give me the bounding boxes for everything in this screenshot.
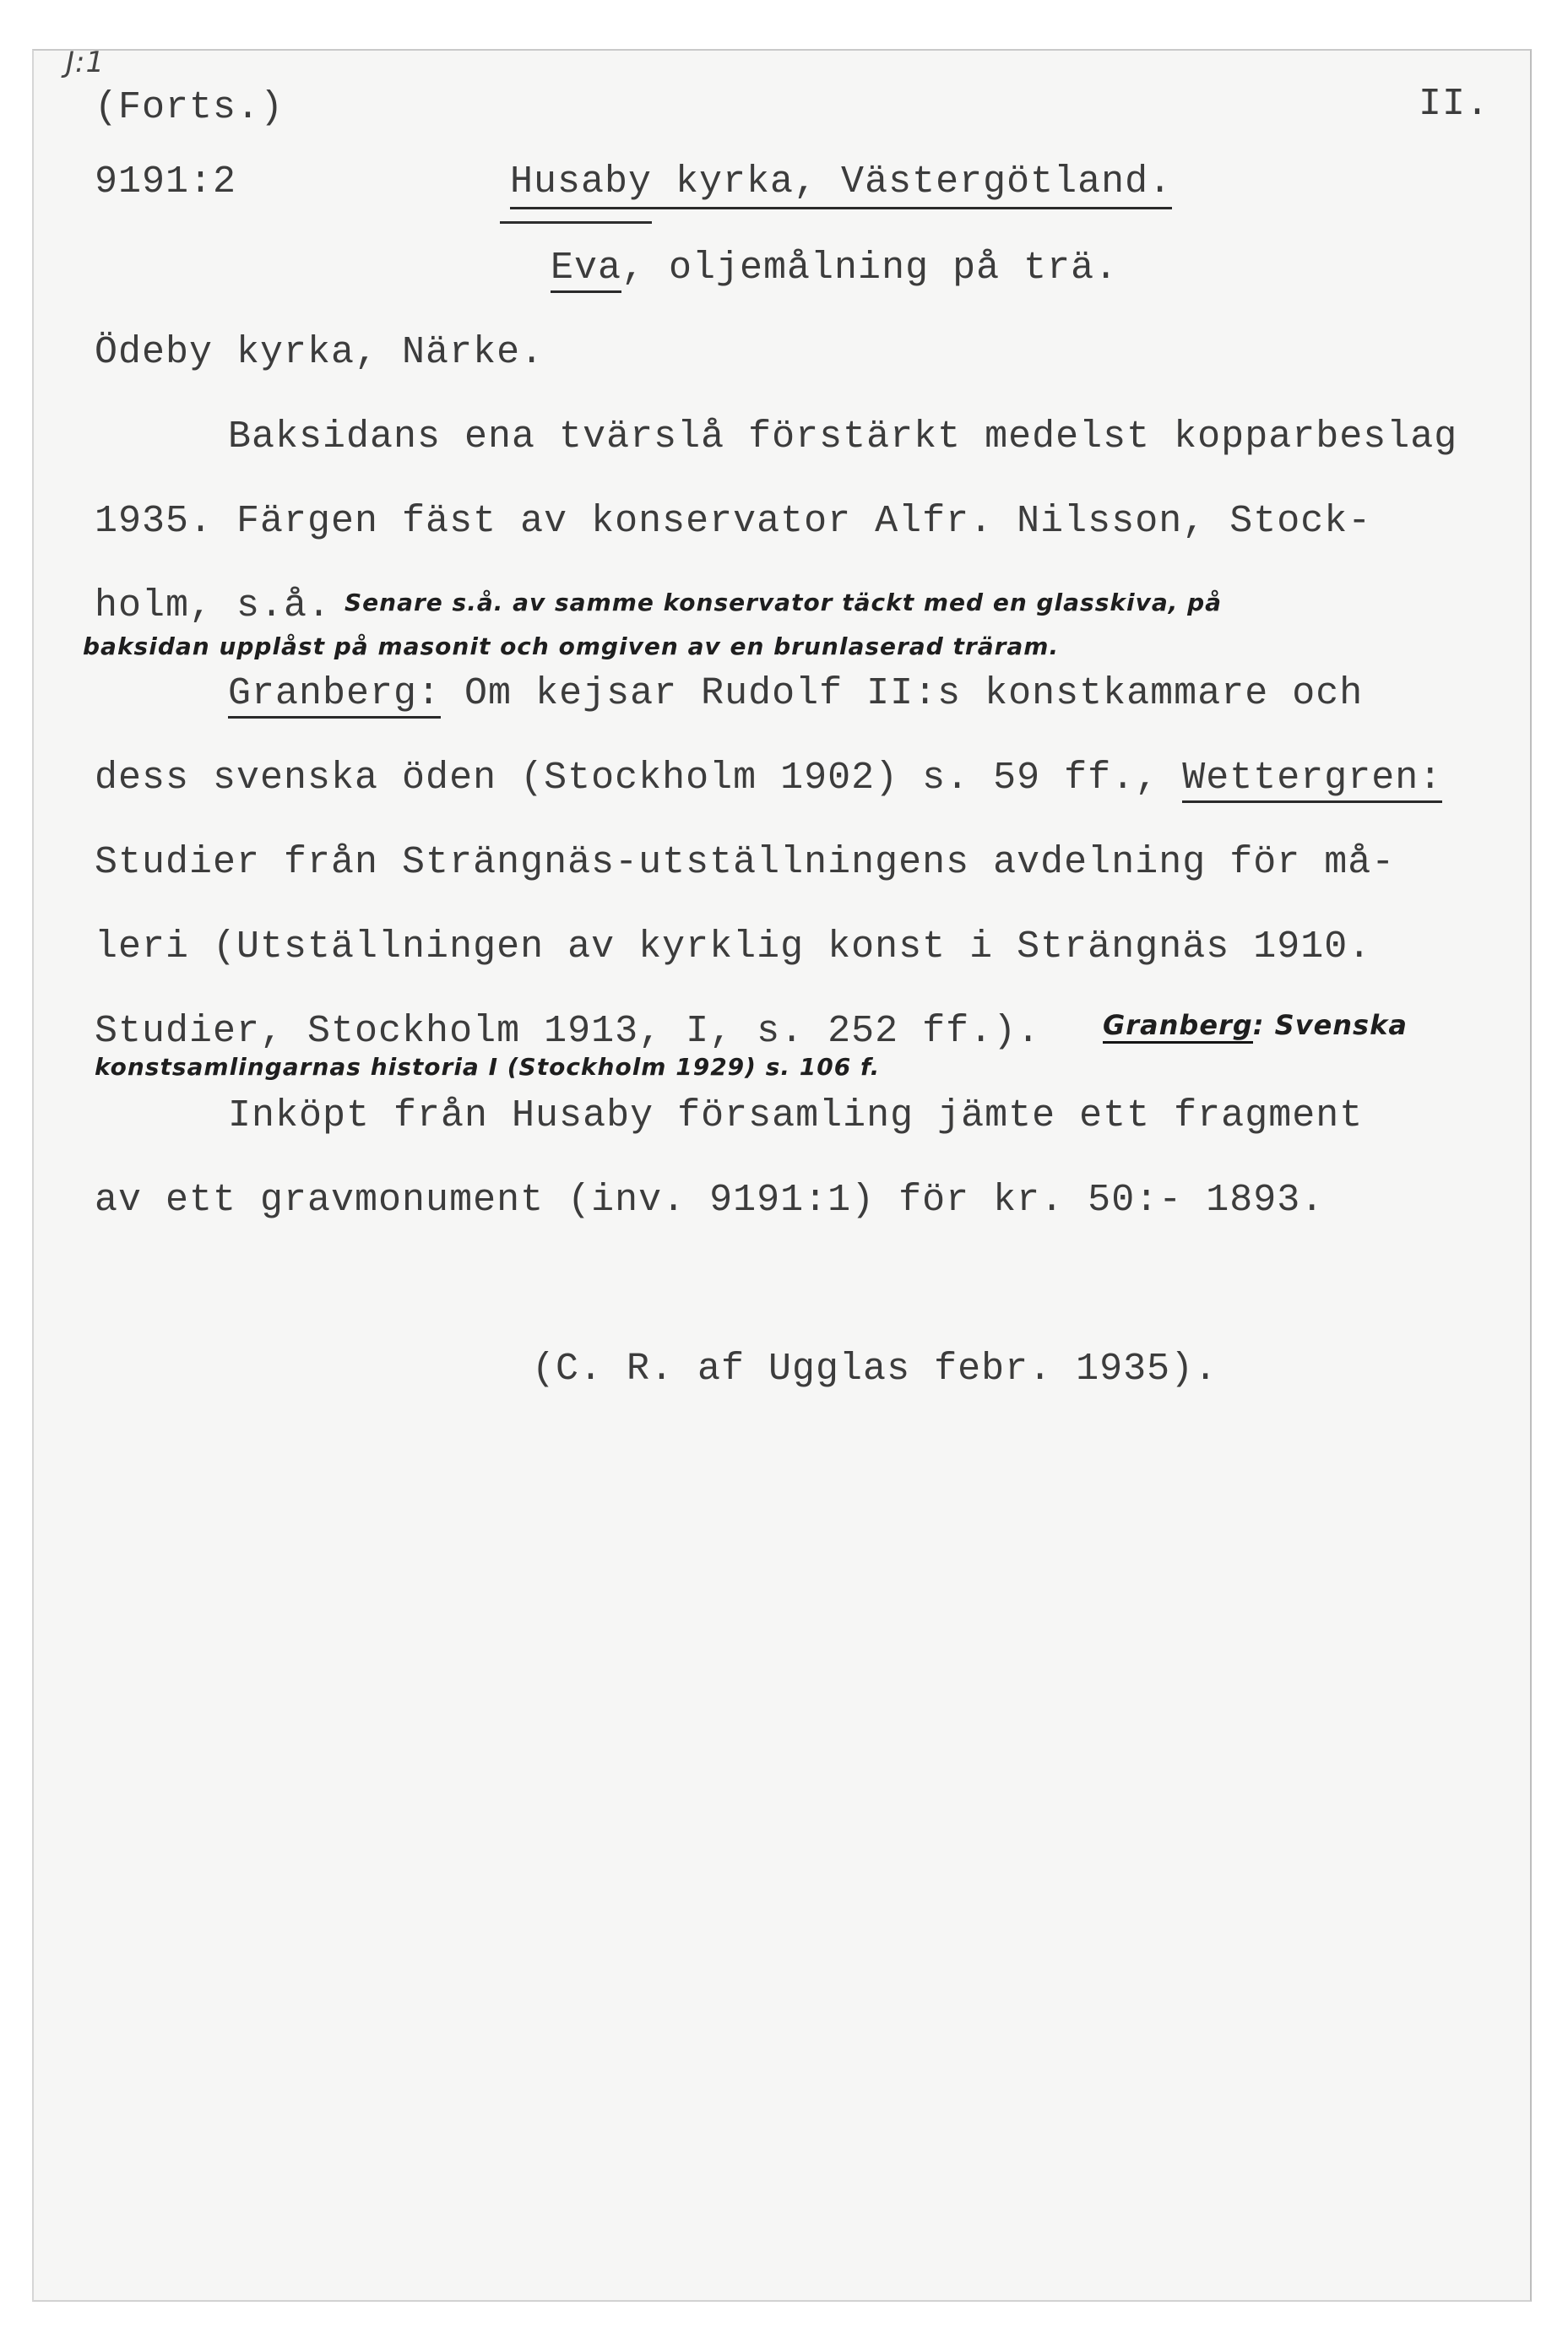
author-wettergren: Wettergren:: [1182, 757, 1442, 803]
p2-line-4: leri (Utställningen av kyrklig konst i Strängnäs 1910.: [95, 925, 1372, 968]
page-number: II.: [1419, 83, 1490, 126]
title-rule: [500, 221, 652, 224]
handwritten-author-granberg: Granberg: [1103, 1009, 1253, 1044]
p2-line-2-start: dess svenska öden (Stockholm 1902) s. 59 ff.,: [95, 757, 1183, 800]
p2-handwritten-1: [1103, 1010, 1408, 1040]
p2-line-2: [95, 755, 1442, 802]
p1-handwritten-2: baksidan upplåst på masonit och omgiven av en brunlaserad träram.: [83, 632, 1060, 660]
p1-line-2: 1935. Färgen fäst av konservator Alfr. Nilsson, Stock-: [95, 500, 1372, 543]
p3-line-1: Inköpt från Husaby församling jämte ett fragment: [228, 1094, 1364, 1137]
p2-line-3: Studier från Strängnäs-utställningens avdelning för må-: [95, 841, 1396, 884]
corner-mark: J:1: [66, 46, 106, 79]
p2-line-5: Studier, Stockholm 1913, I, s. 252 ff.).: [95, 1010, 1041, 1053]
title-subject-line: [551, 245, 1118, 292]
p2-line-1-rest: Om kejsar Rudolf II:s konstkammare och: [441, 672, 1364, 715]
catalog-card: [32, 46, 1532, 2302]
author-granberg: Granberg:: [228, 672, 441, 719]
signature: (C. R. af Ugglas febr. 1935).: [532, 1348, 1218, 1391]
p2-handwritten-2: konstsamlingarnas historia I (Stockholm 1929) s. 106 f.: [95, 1053, 881, 1081]
location: Ödeby kyrka, Närke.: [95, 331, 545, 374]
continued-label: (Forts.): [95, 86, 285, 129]
p3-line-2: av ett gravmonument (inv. 9191:1) för kr. 50:- 1893.: [95, 1179, 1325, 1222]
p2-line-1: [228, 670, 1363, 718]
p1-handwritten-1: Senare s.å. av samme konservator täckt med en glasskiva, på: [345, 589, 1223, 616]
p2-handwritten-1-rest: : Svenska: [1252, 1009, 1408, 1041]
title-subject-rest: , oljemålning på trä.: [621, 247, 1119, 290]
p1-line-1: Baksidans ena tvärslå förstärkt medelst kopparbeslag: [228, 415, 1458, 458]
title-place: Husaby kyrka, Västergötland.: [510, 159, 1172, 209]
title-subject: Eva: [551, 247, 621, 293]
inventory-number: 9191:2: [95, 160, 237, 203]
p1-line-3: holm, s.å.: [95, 584, 332, 627]
